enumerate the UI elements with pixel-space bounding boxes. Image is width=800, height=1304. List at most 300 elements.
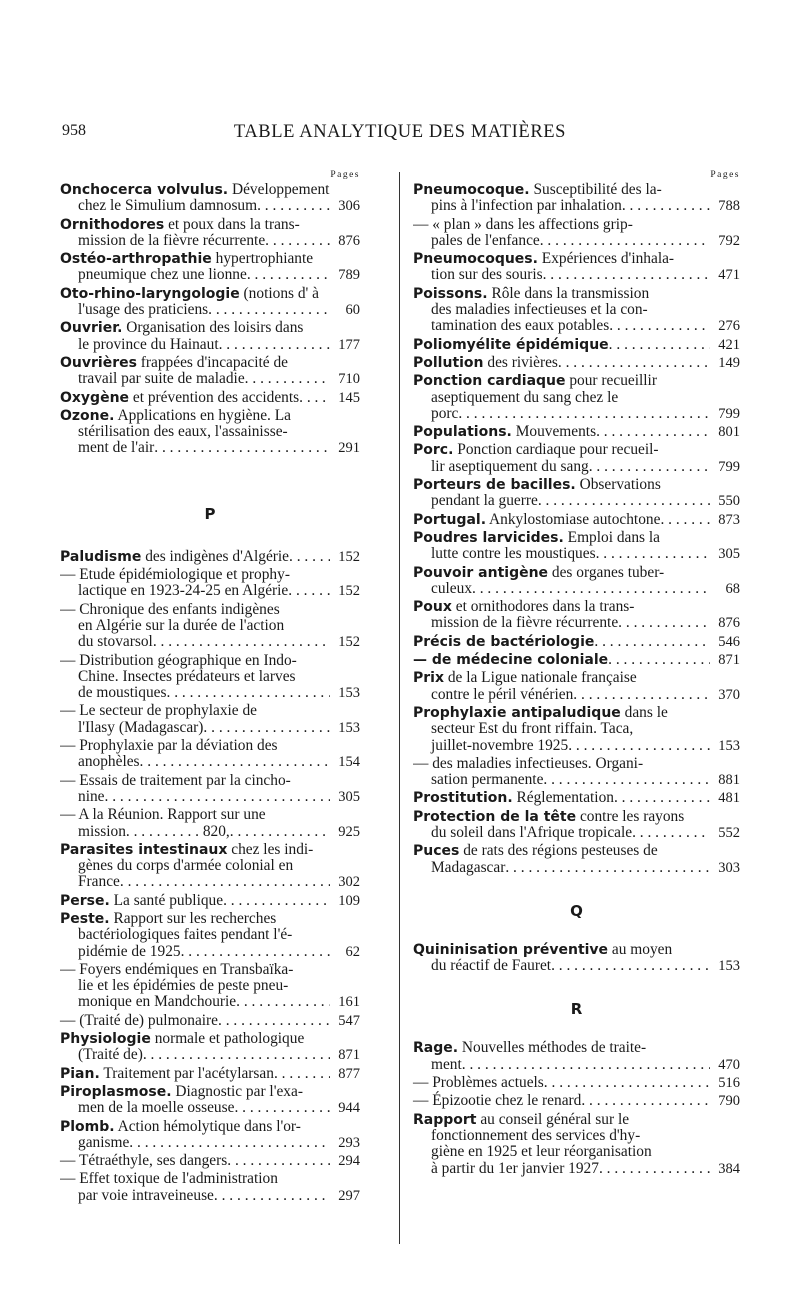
page-ref: 177	[338, 336, 360, 353]
entry-text	[431, 687, 573, 703]
page-ref: 710	[338, 371, 360, 388]
entry-line	[60, 789, 360, 805]
entry-text	[60, 549, 289, 565]
entry-line	[60, 703, 360, 719]
dot-leader	[167, 685, 331, 701]
dot-leader	[472, 581, 710, 597]
entry-line	[60, 911, 360, 927]
index-entry	[60, 408, 360, 457]
dot-leader	[505, 860, 710, 876]
entry-text	[413, 424, 596, 440]
entry-text: de la Ligue nationale française	[444, 670, 637, 687]
entry-text: Observations	[575, 477, 661, 494]
index-entry	[413, 182, 740, 215]
entry-line	[413, 512, 740, 528]
entry-text: et ornithodores dans la trans-	[451, 599, 635, 616]
page-title: TABLE ANALYTIQUE DES MATIÈRES	[233, 122, 567, 142]
page-ref: 145	[338, 389, 360, 406]
index-entry	[60, 773, 360, 806]
page-ref: 306	[338, 198, 360, 215]
entry-line: stérilisation des eaux, l'assainisse-	[78, 424, 288, 441]
index-entry	[60, 653, 360, 702]
entry-line	[60, 807, 360, 823]
dot-leader	[568, 738, 710, 754]
entry-text: tamination des eaux potables	[431, 317, 610, 335]
entry-text	[78, 440, 154, 456]
dot-leader	[558, 355, 710, 371]
entry-line	[60, 1013, 360, 1029]
index-entry	[60, 911, 360, 960]
entry-heading: Porteurs de bacilles.	[413, 477, 576, 494]
index-entry	[60, 1066, 360, 1082]
entry-line	[60, 1100, 360, 1116]
entry-heading: Paludisme	[60, 548, 142, 565]
entry-text: — Etude épidémiologique et prophy-	[60, 567, 290, 584]
entry-text	[431, 318, 609, 334]
index-entry	[60, 355, 360, 388]
index-entry	[413, 512, 740, 528]
entry-text	[413, 634, 594, 650]
page-ref: 370	[718, 686, 740, 703]
entry-heading: Oxygène	[60, 389, 130, 406]
dot-leader	[247, 267, 330, 283]
entry-text	[413, 337, 609, 353]
dot-leader	[120, 874, 330, 890]
entry-text	[60, 1066, 274, 1082]
entry-heading: Précis de bactériologie	[413, 633, 595, 650]
dot-leader	[105, 789, 331, 805]
index-entry	[60, 842, 360, 891]
entry-text: des indigènes d'Algérie	[141, 547, 290, 565]
entry-text: chez les indi-	[227, 841, 314, 858]
entry-text: tion sur des souris	[431, 266, 543, 284]
dot-leader	[608, 652, 710, 668]
dot-leader	[203, 720, 330, 736]
entry-text: Traitement par l'acétylarsan	[99, 1064, 274, 1082]
entry-line	[413, 599, 740, 615]
page-ref: 384	[718, 1160, 740, 1177]
entry-heading: Rapport	[413, 1111, 477, 1128]
entry-text: — Problèmes actuels	[413, 1074, 544, 1092]
entry-line	[60, 302, 360, 318]
entry-text: Rapport sur les recherches	[109, 910, 277, 927]
entry-heading: Ponction cardiaque	[413, 373, 566, 390]
page-ref: 62	[345, 943, 360, 960]
entry-text: Organisation des loisirs dans	[122, 320, 304, 337]
dot-leader	[140, 754, 330, 770]
entry-text	[78, 233, 265, 249]
entry-line	[60, 337, 360, 353]
entry-text	[78, 1188, 214, 1204]
entry-heading: Physiologie	[60, 1031, 151, 1048]
entry-line	[413, 251, 740, 267]
entry-line	[413, 406, 740, 422]
entry-heading: Peste.	[60, 910, 110, 927]
entry-text: anophèles	[78, 753, 140, 771]
page-ref: 876	[718, 615, 740, 632]
entry-text	[78, 1047, 143, 1063]
entry-text: sation permanente	[431, 771, 544, 789]
dot-leader	[609, 318, 710, 334]
column-divider	[399, 172, 400, 1244]
entry-line	[60, 1135, 360, 1151]
entry-text: pendant la guerre	[431, 492, 538, 510]
dot-leader	[622, 198, 710, 214]
entry-text	[78, 789, 105, 805]
entry-line	[60, 994, 360, 1010]
section-letter: P	[204, 504, 216, 523]
page-ref: 152	[338, 548, 360, 565]
page-ref: 161	[338, 994, 360, 1011]
entry-text: du stovarsol	[78, 633, 153, 651]
index-entry	[60, 1119, 360, 1152]
entry-heading: Protection de la tête	[413, 808, 577, 825]
entry-line	[60, 583, 360, 599]
entry-text: au conseil général sur le	[476, 1111, 630, 1128]
page-ref: 149	[718, 354, 740, 371]
entry-text: — Épizootie chez le renard	[413, 1092, 582, 1110]
entry-line	[413, 442, 740, 458]
entry-text: — Foyers endémiques en Transbaïka-	[60, 961, 294, 978]
entry-heading: Ouvrier.	[60, 320, 123, 337]
entry-text: nine	[78, 787, 105, 805]
entry-text: lutte contre les moustiques	[431, 545, 596, 563]
entry-line	[60, 1171, 360, 1187]
page-ref: 68	[725, 580, 740, 597]
entry-text: de rats des régions pesteuses de	[459, 843, 658, 860]
entry-heading: Ornithodores	[60, 216, 165, 233]
entry-text: Susceptibilité des la-	[529, 182, 662, 198]
index-entry	[413, 286, 740, 335]
entry-line: fonctionnement des services d'hy-	[431, 1127, 641, 1144]
page-ref: 550	[718, 493, 740, 510]
dot-leader	[660, 512, 710, 528]
entry-text	[78, 874, 120, 890]
entry-line	[60, 1188, 360, 1204]
entry-text: Nouvelles méthodes de traite-	[458, 1040, 647, 1057]
page-ref: 153	[338, 685, 360, 702]
entry-line	[413, 477, 740, 493]
entry-text	[78, 371, 245, 387]
page-ref: 871	[338, 1047, 360, 1064]
page-ref: 552	[718, 824, 740, 841]
index-entry	[413, 634, 740, 650]
entry-text	[78, 1135, 129, 1151]
dot-leader	[181, 944, 330, 960]
entry-line: aseptiquement du sang chez le	[431, 389, 619, 406]
entry-line	[60, 893, 360, 909]
index-entry	[60, 1084, 360, 1117]
page-ref: 925	[338, 823, 360, 840]
entry-line	[60, 874, 360, 890]
entry-text	[60, 1013, 218, 1029]
dot-leader	[143, 1047, 330, 1063]
dot-leader	[219, 337, 330, 353]
entry-line: Chine. Insectes prédateurs et larves	[78, 668, 296, 685]
page-ref: 799	[718, 405, 740, 422]
entry-text: culeux	[431, 579, 473, 597]
entry-heading: Prostitution.	[413, 790, 513, 807]
index-entry	[413, 565, 740, 598]
entry-text: l'Ilasy (Madagascar)	[78, 718, 204, 736]
entry-heading: Poux	[413, 599, 452, 616]
page-ref: 788	[718, 198, 740, 215]
entry-text: lir aseptiquement du sang	[431, 457, 589, 475]
index-entry	[60, 602, 360, 651]
entry-text: — Tétraéthyle, ses dangers	[60, 1152, 228, 1170]
entry-line	[413, 958, 740, 974]
index-entry	[60, 1013, 360, 1029]
entry-line: gènes du corps d'armée colonial en	[78, 858, 294, 875]
entry-heading: Prophylaxie antipaludique	[413, 704, 621, 721]
index-entry	[413, 1093, 740, 1109]
entry-line	[413, 1093, 740, 1109]
page-header	[0, 122, 800, 146]
entry-text: Ankylostomiase autochtone	[486, 510, 661, 528]
entry-line	[413, 546, 740, 562]
page-ref: 60	[345, 302, 360, 319]
index-entry	[413, 790, 740, 806]
entry-text: de moustiques	[78, 684, 167, 702]
index-entry	[60, 738, 360, 771]
page-ref: 152	[338, 583, 360, 600]
index-entry	[60, 1171, 360, 1204]
entry-text: Ponction cardiaque pour recueil-	[453, 442, 659, 459]
entry-text: lactique en 1923-24-25 en Algérie	[78, 582, 289, 600]
entry-line	[60, 773, 360, 789]
entry-line	[413, 790, 740, 806]
page-ref: 790	[718, 1093, 740, 1110]
dot-leader	[208, 302, 330, 318]
entry-text: du réactif de Fauret	[431, 957, 552, 975]
entry-text: Rôle dans la transmission	[487, 285, 650, 302]
page-ref: 944	[338, 1100, 360, 1117]
index-entry	[413, 477, 740, 510]
entry-line	[60, 1084, 360, 1100]
entry-text: dans le	[620, 704, 668, 721]
entry-text	[78, 685, 167, 701]
entry-heading: Poudres larvicides.	[413, 529, 564, 546]
entry-heading: Ozone.	[60, 407, 115, 424]
entry-line	[413, 286, 740, 302]
dot-leader	[288, 583, 330, 599]
entry-text	[78, 267, 247, 283]
page-ref: 153	[718, 737, 740, 754]
entry-line	[60, 198, 360, 214]
index-entry	[60, 320, 360, 353]
entry-line	[413, 267, 740, 283]
entry-line	[413, 670, 740, 686]
entry-text: Action hémolytique dans l'or-	[114, 1118, 301, 1135]
dot-leader	[289, 549, 330, 565]
entry-line	[60, 1066, 360, 1082]
index-column-left	[60, 168, 360, 1206]
page-ref: 153	[338, 719, 360, 736]
entry-text: Diagnostic par l'exa-	[171, 1083, 303, 1100]
index-entry	[413, 809, 740, 842]
page-ref: 303	[718, 859, 740, 876]
entry-line	[60, 371, 360, 387]
entry-heading: Oto-rhino-laryngologie	[60, 285, 240, 302]
dot-leader	[227, 1153, 330, 1169]
page-ref: 297	[338, 1187, 360, 1204]
entry-text: monique en Mandchourie	[78, 993, 237, 1011]
entry-text	[78, 994, 236, 1010]
entry-text	[413, 512, 660, 528]
index-entry	[413, 1112, 740, 1177]
index-entry	[60, 962, 360, 1011]
page-ref: 421	[718, 336, 740, 353]
entry-text: et poux dans la trans-	[164, 216, 300, 233]
entry-text: et prévention des accidents	[129, 388, 300, 406]
index-entry	[413, 652, 740, 668]
entry-line	[413, 1161, 740, 1177]
entry-line	[60, 267, 360, 283]
entry-text	[78, 1100, 234, 1116]
entry-line	[413, 565, 740, 581]
dot-leader	[458, 406, 710, 422]
page-number: 958	[62, 122, 86, 139]
dot-leader	[543, 267, 710, 283]
index-entry	[413, 1040, 740, 1073]
entry-line: secteur Est du front riffain. Taca,	[431, 721, 634, 738]
page-ref: 873	[718, 511, 740, 528]
entry-line	[413, 182, 740, 198]
entry-line	[413, 809, 740, 825]
page-ref: 871	[718, 652, 740, 669]
entry-line	[413, 843, 740, 859]
entry-line	[60, 355, 360, 371]
entry-line	[413, 337, 740, 353]
entry-text: pidémie de 1925	[78, 942, 181, 960]
page-ref: 305	[718, 546, 740, 563]
entry-line	[413, 615, 740, 631]
dot-leader	[596, 424, 710, 440]
entry-text: le province du Hainaut	[78, 335, 219, 353]
entry-line	[413, 756, 740, 772]
dot-leader	[223, 893, 330, 909]
entry-line	[60, 738, 360, 754]
index-entry	[60, 1153, 360, 1169]
entry-line	[60, 1119, 360, 1135]
entry-text	[413, 1093, 581, 1109]
entry-line	[60, 824, 360, 840]
entry-heading: Ostéo-arthropathie	[60, 251, 212, 268]
entry-text: des organes tuber-	[548, 564, 665, 581]
index-entry	[60, 549, 360, 565]
entry-text	[78, 944, 181, 960]
entry-text: l'usage des praticiens	[78, 301, 209, 319]
entry-text: La santé publique	[109, 891, 224, 909]
entry-text: (Traité de)	[78, 1046, 143, 1064]
entry-heading: Perse.	[60, 892, 110, 909]
entry-line	[413, 581, 740, 597]
dot-leader	[551, 958, 710, 974]
entry-text	[60, 1153, 227, 1169]
page-ref: 153	[718, 958, 740, 975]
entry-line	[413, 493, 740, 509]
index-entry	[413, 424, 740, 440]
entry-text: Mouvements	[511, 423, 597, 441]
entry-line	[60, 217, 360, 233]
entry-text	[413, 1075, 544, 1091]
dot-leader	[462, 1057, 710, 1073]
page-ref: 881	[718, 772, 740, 789]
entry-text	[431, 406, 458, 422]
entry-heading: Portugal.	[413, 511, 487, 528]
dot-leader	[540, 233, 710, 249]
entry-text: hypertrophiante	[211, 251, 314, 268]
entry-text	[78, 720, 203, 736]
page-ref: 154	[338, 754, 360, 771]
page-ref: 546	[718, 633, 740, 650]
entry-text: Applications en hygiène. La	[114, 407, 291, 424]
dot-leader	[581, 1093, 710, 1109]
entry-heading: Pneumocoque.	[413, 182, 530, 198]
entry-text	[431, 1161, 599, 1177]
entry-line	[60, 251, 360, 267]
entry-text	[431, 198, 622, 214]
dot-leader	[234, 1100, 330, 1116]
entry-line	[413, 424, 740, 440]
entry-text: — Effet toxique de l'administration	[60, 1171, 278, 1188]
entry-text: juillet-novembre 1925	[431, 736, 569, 754]
entry-heading: Puces	[413, 843, 460, 860]
entry-heading: Pneumocoques.	[413, 251, 538, 268]
entry-heading: Parasites intestinaux	[60, 841, 228, 858]
dot-leader	[544, 1075, 710, 1091]
index-entry	[413, 251, 740, 284]
pages-column-label: Pages	[710, 170, 740, 180]
entry-text: Développement	[228, 182, 330, 198]
entry-line	[60, 567, 360, 583]
entry-heading: Pouvoir antigène	[413, 564, 549, 581]
entry-text: frappées d'incapacité de	[136, 354, 288, 371]
entry-line	[413, 942, 740, 958]
entry-line	[60, 233, 360, 249]
entry-line	[60, 962, 360, 978]
page-ref: 276	[718, 318, 740, 335]
entry-heading: Prix	[413, 670, 444, 687]
entry-text	[78, 198, 257, 214]
page-ref: 876	[338, 232, 360, 249]
index-entry	[413, 373, 740, 422]
entry-text: — Essais de traitement par la cincho-	[60, 772, 291, 789]
entry-line	[413, 373, 740, 389]
index-entry	[60, 390, 360, 406]
entry-line	[413, 217, 740, 233]
entry-heading: Pian.	[60, 1065, 100, 1082]
index-entry	[413, 670, 740, 703]
entry-text: Expériences d'inhala-	[537, 251, 675, 268]
entry-line	[60, 685, 360, 701]
page-ref: 481	[718, 790, 740, 807]
entry-heading: Poissons.	[413, 285, 488, 302]
entry-text: porc	[431, 404, 459, 422]
entry-text: — des maladies infectieuses. Organi-	[413, 755, 644, 772]
entry-line	[413, 738, 740, 754]
entry-text: chez le Simulium damnosum	[78, 197, 258, 215]
index-entry	[60, 286, 360, 319]
entry-text	[431, 1057, 462, 1073]
entry-text	[413, 652, 608, 668]
entry-text: du soleil dans l'Afrique tropicale	[431, 823, 633, 841]
entry-line	[413, 1112, 740, 1128]
entry-text	[431, 860, 505, 876]
entry-line	[413, 860, 740, 876]
page-ref: 302	[338, 874, 360, 891]
entry-line	[413, 198, 740, 214]
